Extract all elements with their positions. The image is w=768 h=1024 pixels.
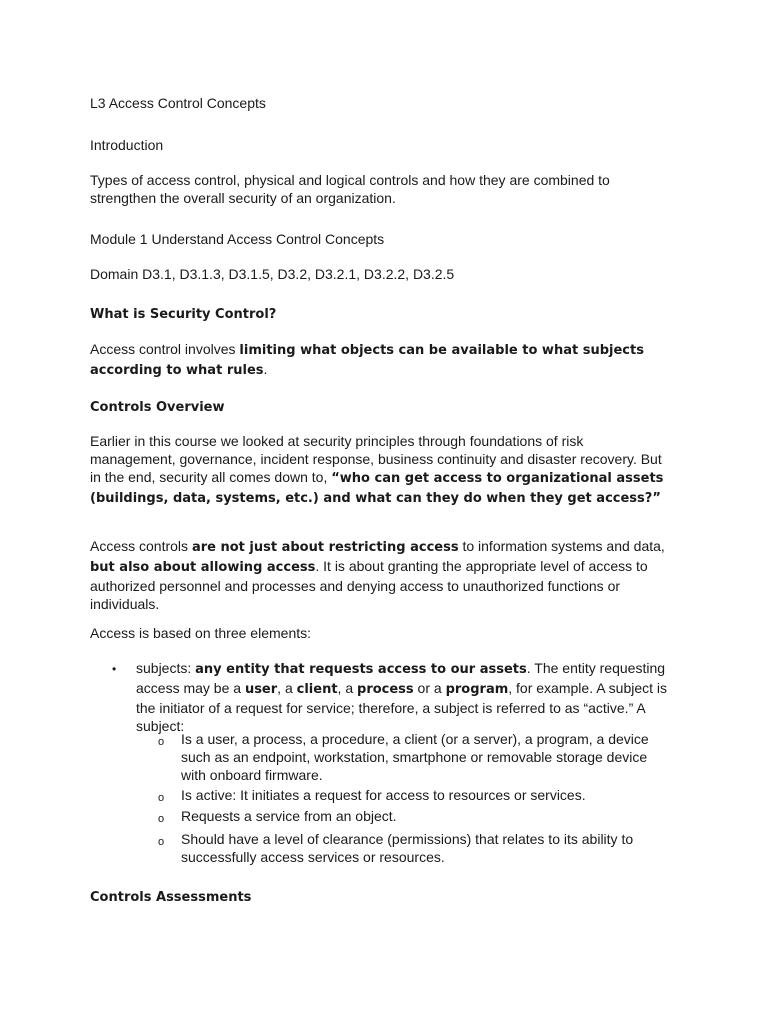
text-run: . [263,361,268,377]
text-run: Earlier in this course we looked at security principles through foundations of risk management, governance, incident response, business continuity and disaster recovery. But in the end, security all comes down to, [90,433,662,485]
bullet-marker: • [112,662,117,676]
introduction-heading: Introduction [90,137,164,153]
controls-overview-paragraph-1 [90,432,670,508]
sub-bullet-marker: o [158,792,165,804]
security-control-paragraph [90,340,670,380]
text-run: or a [413,680,446,696]
bold-run: limiting what objects can be available to what subjects according to what rules [90,343,644,378]
subject-subitem: Is a user, a process, a procedure, a client (or a server), a program, a device such as an endpoint, workstation, smartphone or removable storage device with onboard firmware. [181,731,649,783]
text-run: Access control involves [90,341,240,357]
controls-assessments-heading: Controls Assessments [90,890,252,905]
text-run: , a [277,680,297,696]
subject-subitem: Should have a level of clearance (permissions) that relates to its ability to successfully access services or resources. [181,831,634,865]
introduction-text: Types of access control, physical and logical controls and how they are combined to strengthen the overall security of an organization. [90,172,610,206]
subject-subitem: Is active: It initiates a request for access to resources or services. [181,787,586,803]
module-line: Module 1 Understand Access Control Concepts [90,231,385,247]
controls-overview-heading: Controls Overview [90,400,225,415]
sub-bullet-marker: o [158,836,165,848]
text-run: . The entity requesting access may be a [136,660,666,696]
document-title: L3 Access Control Concepts [90,95,266,111]
controls-overview-paragraph-2 [90,537,670,613]
security-control-heading: What is Security Control? [90,307,277,322]
bold-run: user [244,682,278,697]
sub-bullet-marker: o [158,736,165,748]
text-run: . It is about granting the appropriate level of access to authorized personnel and processes and denying access to unauthorized functions or individuals. [90,558,648,612]
bold-run: process [357,682,414,697]
text-run: to information systems and data, [458,538,665,554]
text-run: , a [337,680,358,696]
bold-run: client [296,682,338,697]
text-run: , for example. A subject is the initiator of a request for service; therefore, a subject is referred to as “active.” A subject: [136,680,668,734]
bold-run: program [445,682,509,697]
text-run: subjects: [136,660,196,676]
bold-run: but also about allowing access [90,560,316,575]
domain-line: Domain D3.1, D3.1.3, D3.1.5, D3.2, D3.2.1, D3.2.2, D3.2.5 [90,266,455,282]
text-run: Access controls [90,538,192,554]
bold-run: any entity that requests access to our assets [195,662,527,677]
subject-subitem: Requests a service from an object. [181,808,397,824]
bold-run: “who can get access to organizational assets (buildings, data, systems, etc.) and what can they do when they get access?” [90,471,664,506]
controls-overview-paragraph-3: Access is based on three elements: [90,625,312,641]
subjects-bullet-item [136,659,681,735]
sub-bullet-marker: o [158,813,165,825]
bold-run: are not just about restricting access [191,540,459,555]
